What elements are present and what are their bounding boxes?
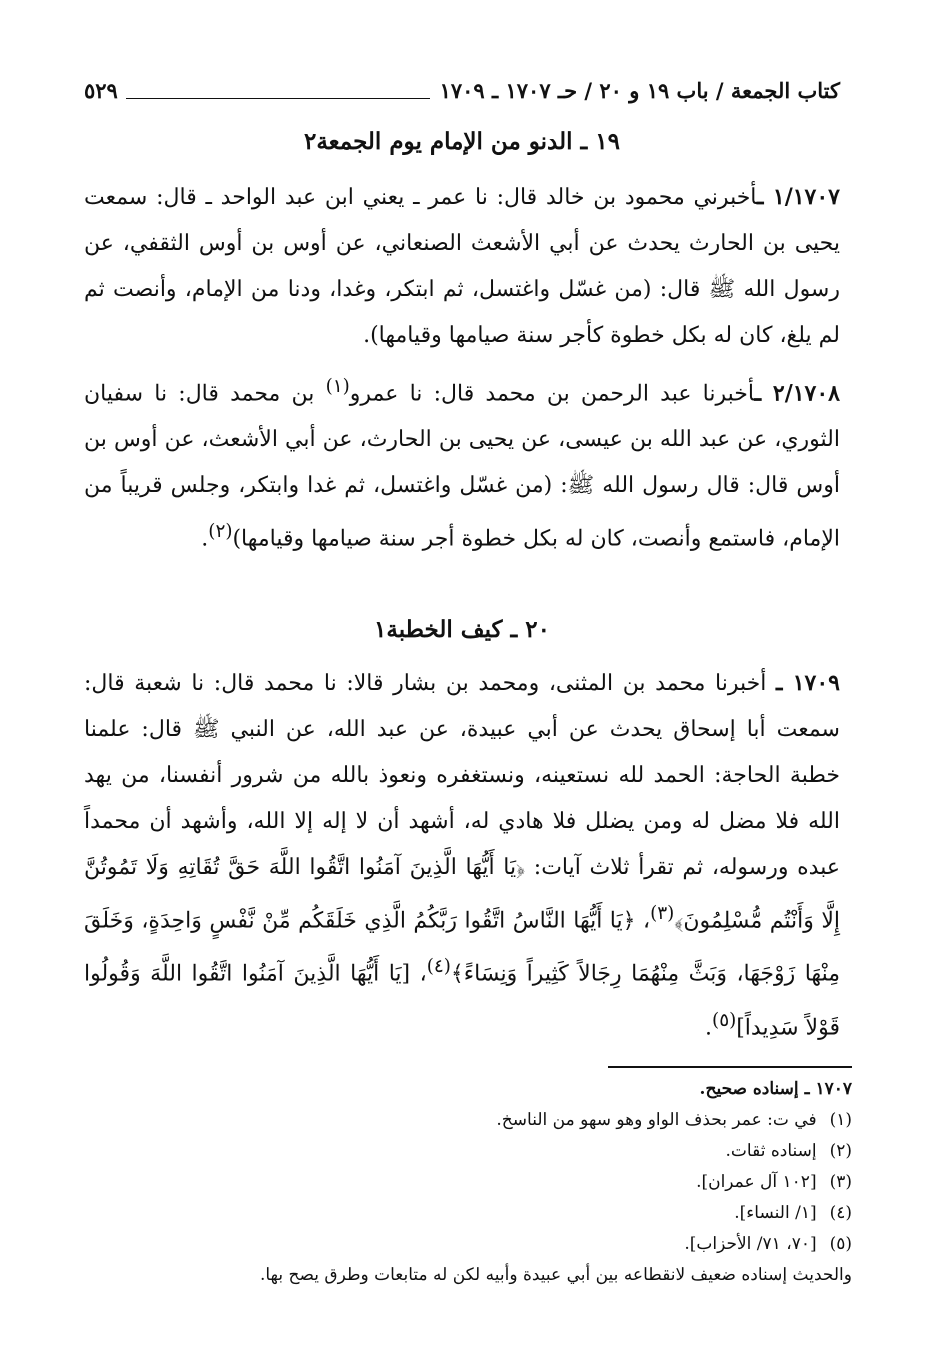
footnote-4 [200,1198,852,1229]
footnote-text: [٧٠، ٧١/ الأحزاب]. [684,1234,817,1254]
footnote-text: إسناده ثقات. [725,1141,817,1161]
running-head [84,78,840,108]
running-head-rule [126,98,430,99]
footnote-1707: ١٧٠٧ ـ إسناده صحيح. [699,1079,852,1099]
hadith-text: . [201,526,209,552]
footnote-mark: (٤) [829,1203,852,1223]
hadith-text: ، [يَا أَيُّهَا الَّذِينَ آمَنُوا اتَّقُوا اللَّهَ وَقُولُوا قَوْلاً سَدِيداً] [84,961,840,1040]
hadith-1707 [84,174,840,359]
hadith-text: أخبرني محمود بن خالد قال: نا عمر ـ يعني ابن عبد الواحد ـ قال: سمعت يحيى بن الحارث يحدث عن أبي الأشعث الصنعاني، عن أوس بن أوس الثقفي، عن رسول الله ﷺ قال: (من غسّل واغتسل، ثم ابتكر، وغدا، ودنا من الإمام، وأنصت ثم لم يلغ، كان له بكل خطوة كأجر سنة صيامها وقيامها). [84,185,840,348]
hadith-number: ٢/١٧٠٨ ـ [754,380,840,407]
footnote-3 [200,1167,852,1198]
hadith-text: أخبرنا محمد بن المثنى، ومحمد بن بشار قالا: نا محمد قال: نا شعبة قال: سمعت أبا إسحاق يحدث عن أبي عبيدة، عن عبد الله، عن النبي ﷺ قال: علمنا خطبة الحاجة: الحمد لله نستعينه، ونستغفره ونعوذ بالله من شرور أنفسنا، من يهد الله فلا مضل له ومن يضلل فلا هادي له، أشهد أن لا إله إلا الله، وأشهد أن محمداً عبده ورسوله، ثم تقرأ ثلاث آيات: ﴿يَا أَيُّهَا الَّذِينَ آمَنُوا اتَّقُوا اللَّهَ حَقَّ تُقَاتِهِ وَلَا تَمُوتُنَّ إِلَّا وَأَنْتُم مُّسْلِمُونَ﴾ [84,671,841,934]
hadith-text: . [705,1014,713,1040]
footnotes [200,1074,852,1291]
footnote-separator [608,1066,852,1068]
footnote-mark: (٥) [829,1234,852,1254]
hadith-1709 [84,660,840,1051]
footnote-mark: (٢) [829,1141,852,1161]
hadith-text: أخبرنا عبد الرحمن بن محمد قال: نا عمرو [349,381,755,407]
hadith-1708 [84,364,840,563]
running-head-title: كتاب الجمعة / باب ١٩ و ٢٠ / حـ ١٧٠٧ ـ ١٧٠٩ [439,78,840,103]
footnote-2 [200,1136,852,1167]
footnote-mark: (٣) [829,1172,852,1192]
hadith-number: ١/١٧٠٧ ـ [757,184,840,210]
footnote-5 [200,1229,852,1260]
footnote-ref-5: (٥) [712,1009,737,1031]
hadith-number: ١٧٠٩ ـ [776,670,840,696]
footnote-text: في ت: عمر بحذف الواو وهو سهو من الناسخ. [496,1110,817,1130]
footnote-text: [١٠٢ آل عمران]. [696,1172,817,1192]
footnote-ref-3: (٣) [650,903,675,924]
footnote-1 [200,1105,852,1136]
hadith-text: بن محمد قال: نا سفيان الثوري، عن عبد الله بن عيسى، عن يحيى بن الحارث، عن أبي الأشعث، عن أوس بن أوس قال: قال رسول الله ﷺ: (من غسّل واغتسل، ثم غدا وابتكر، وجلس قريباً من الإمام، فاستمع وأنصت، كان له بكل خطوة أجر سنة صيامها وقيامها) [84,381,840,552]
footnote-ref-2: (٢) [208,521,233,543]
hadith-text: ، ﴿يَا أَيُّهَا النَّاسُ اتَّقُوا رَبَّكُمُ الَّذِي خَلَقَكُم مِّنْ نَّفْسٍ وَاحِدَةٍ، وَخَلَقَ مِنْهَا زَوْجَهَا، وَبَثَّ مِنْهُمَا رِجَالاً كَثِيراً وَنِسَاءً﴾ [84,908,841,987]
section-heading-20: ٢٠ ـ كيف الخطبة١ [374,616,550,643]
footnote-5-continuation: والحديث إسناده ضعيف لانقطاعه بين أبي عبيدة وأبيه لكن له متابعات وطرق يصح بها. [259,1265,852,1285]
footnote-text: [١/ النساء]. [734,1203,817,1223]
footnote-ref-4: (٤) [426,956,451,978]
section-heading-19: ١٩ ـ الدنو من الإمام يوم الجمعة٢ [303,128,620,155]
footnote-ref-1: (١) [325,376,350,397]
footnote-mark: (١) [829,1110,852,1130]
page-number: ٥٢٩ [84,78,118,103]
